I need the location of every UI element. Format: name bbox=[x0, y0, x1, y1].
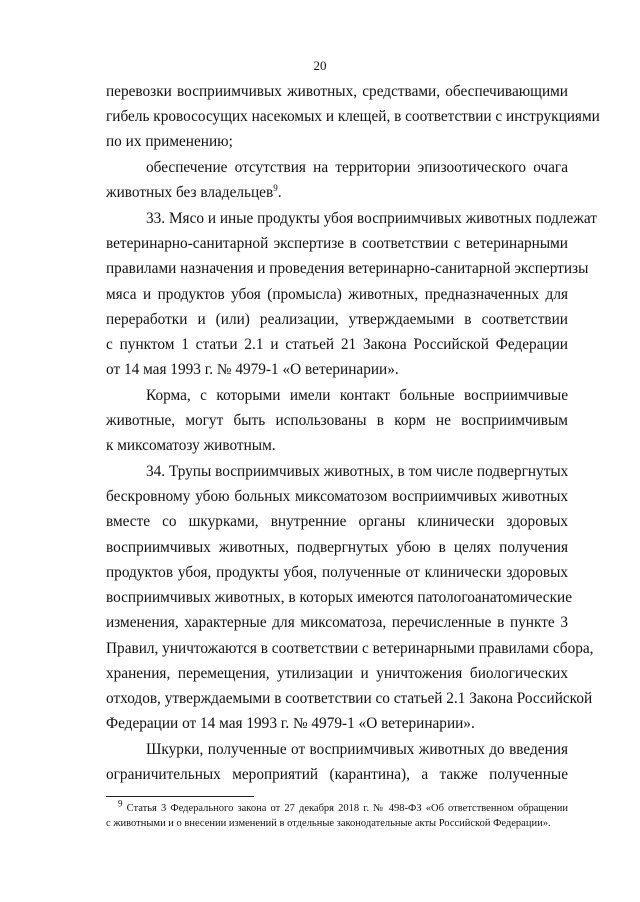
text-line: изменения, характерные для миксоматоза, перечисленные в пункте 3 bbox=[106, 614, 568, 631]
footnote-line: $^9$ Статья 3 Федерального закона от 27 декабря 2018 г. № 498-ФЗ «Об ответственном обращении bbox=[118, 798, 569, 814]
text-line: восприимчивых животных, в которых имеются патологоанатомические bbox=[106, 589, 572, 606]
text-line: правилами назначения и проведения ветеринарно-санитарной экспертизы bbox=[106, 260, 589, 277]
text-line: отходов, утверждаемыми в соответствии со статьей 2.1 Закона Российской bbox=[106, 690, 593, 707]
footnote-separator bbox=[106, 796, 254, 797]
text-line: ветеринарно-санитарной экспертизе в соответствии с ветеринарными bbox=[106, 235, 568, 252]
text-line: продуктов убоя, продукты убоя, полученные от клинически здоровых bbox=[106, 564, 568, 581]
text-line: 34. Трупы восприимчивых животных, в том числе подвергнутых bbox=[146, 463, 569, 480]
text-line: ограничительных мероприятий (карантина), а также полученные bbox=[106, 766, 568, 783]
text-line: с пунктом 1 статьи 2.1 и статьей 21 Закона Российской Федерации bbox=[106, 336, 568, 353]
text-line: гибель кровососущих насекомых и клещей, в соответствии с инструкциями bbox=[106, 108, 600, 125]
text-line: перевозки восприимчивых животных, средствами, обеспечивающими bbox=[106, 83, 568, 100]
text-line: мяса и продуктов убоя (промысла) животных, предназначенных для bbox=[106, 286, 568, 303]
page-number: 20 bbox=[313, 58, 327, 73]
text-line: вместе со шкурками, внутренние органы клинически здоровых bbox=[106, 513, 568, 530]
footnote-line: с животными и о внесении изменений в отдельные законодательные акты Российской Федерации». bbox=[106, 818, 551, 829]
text-line: животных без владельцев$^9$. bbox=[106, 182, 282, 201]
text-line: 33. Мясо и иные продукты убоя восприимчивых животных подлежат bbox=[146, 210, 597, 227]
text-line: обеспечение отсутствия на территории эпизоотического очага bbox=[146, 159, 568, 176]
text-line: восприимчивых животных, подвергнутых убою в целях получения bbox=[106, 539, 568, 556]
text-line: Корма, с которыми имели контакт больные восприимчивые bbox=[146, 387, 568, 404]
text-line: от 14 мая 1993 г. № 4979-1 «О ветеринарии». bbox=[106, 361, 399, 378]
footnote-marker: 9 bbox=[118, 798, 123, 809]
text-line: животные, могут быть использованы в корм не восприимчивым bbox=[106, 412, 568, 429]
text-line: переработки и (или) реализации, утверждаемыми в соответствии bbox=[106, 311, 568, 328]
text-line: по их применению; bbox=[106, 133, 233, 150]
text-line: хранения, перемещения, утилизации и уничтожения биологических bbox=[106, 665, 568, 682]
footnote-ref: 9 bbox=[273, 182, 278, 193]
text-line: Федерации от 14 мая 1993 г. № 4979-1 «О ветеринарии». bbox=[106, 715, 475, 732]
text-line: бескровному убою больных миксоматозом восприимчивых животных bbox=[106, 488, 568, 505]
text-line: Шкурки, полученные от восприимчивых животных до введения bbox=[146, 741, 568, 758]
text-line: Правил, уничтожаются в соответствии с ветеринарными правилами сбора, bbox=[106, 640, 594, 657]
text-line: к миксоматозу животным. bbox=[106, 437, 276, 454]
